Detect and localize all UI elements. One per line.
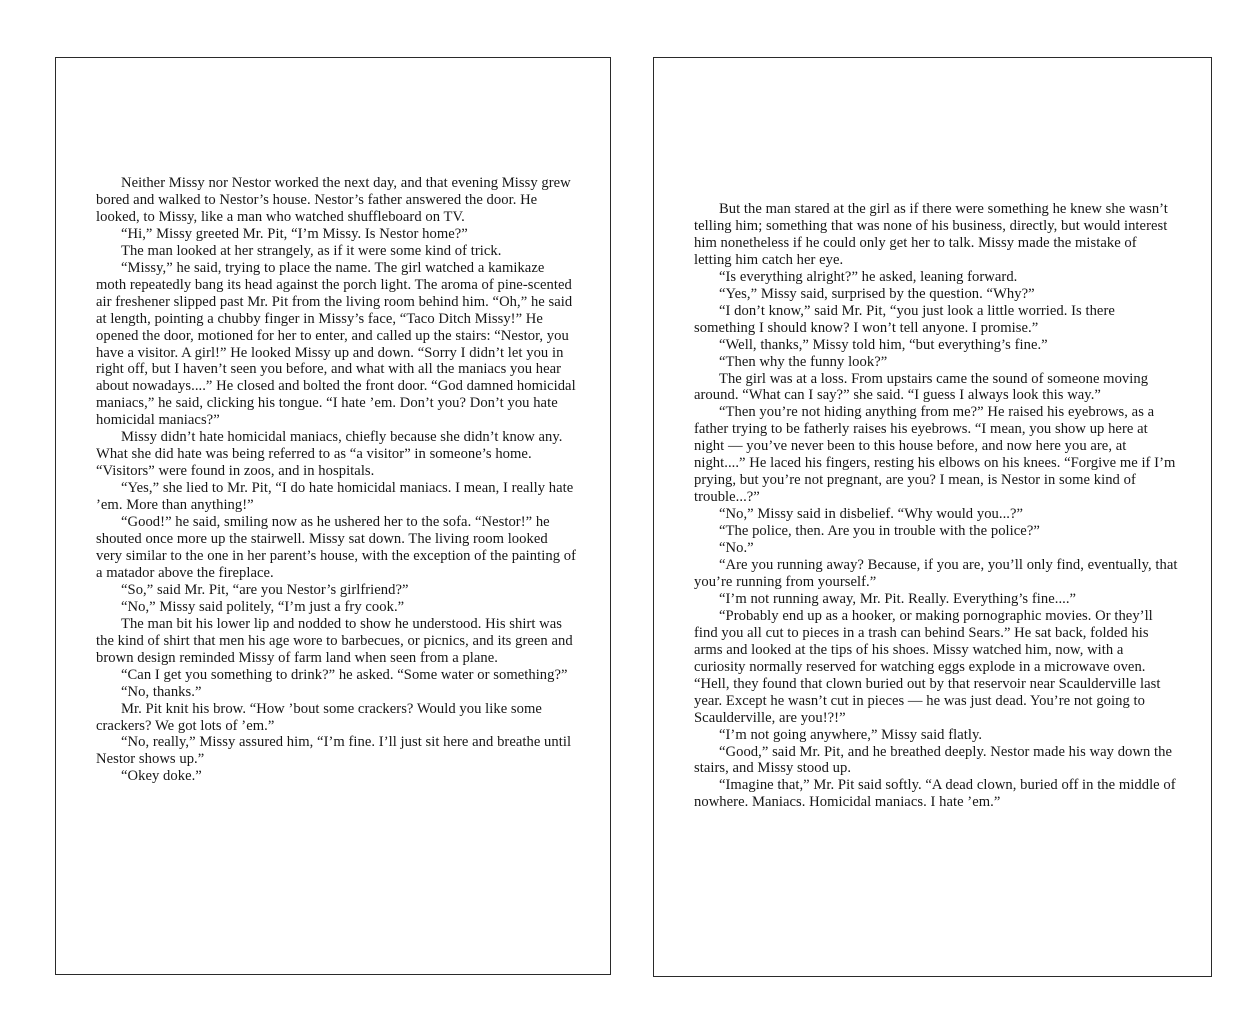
- paragraph: “I’m not running away, Mr. Pit. Really. Everything’s fine....”: [719, 590, 1077, 607]
- paragraph: “Yes,” Missy said, surprised by the question. “Why?”: [719, 285, 1035, 302]
- paragraph: “Are you running away? Because, if you are, you’ll only find, eventually, that you’re running from yourself.”: [694, 557, 1178, 590]
- right-page: [653, 57, 1212, 977]
- paragraph: “Good!” he said, smiling now as he ushered her to the sofa. “Nestor!” he shouted once more up the stairwell. Missy sat down. The living room looked very similar to the one in her parent’s house, with the exception of the painting of a matador above the fireplace.: [96, 514, 576, 581]
- paragraph: “The police, then. Are you in trouble with the police?”: [719, 523, 1040, 540]
- paragraph: “I’m not going anywhere,” Missy said flatly.: [719, 726, 983, 743]
- paragraph: “Can I get you something to drink?” he asked. “Some water or something?”: [121, 666, 568, 683]
- paragraph: “Missy,” he said, trying to place the name. The girl watched a kamikaze moth repeatedly bang its head against the porch light. The aroma of pine-scented air freshener slipped past Mr. Pit from the living room behind him. “Oh,” he said at length, pointing a chubby finger in Missy’s face, “Taco Ditch Missy!” He opened the door, motioned for her to enter, and called up the stairs: “Nestor, you have a visitor. A girl!” He looked Missy up and down. “Sorry I didn’t let you in right off, but I haven’t seen you before, and what with all the maniacs you hear about nowadays....” He closed and bolted the front door. “God damned homicidal maniacs,” he said, clicking his tongue. “I hate ’em. Don’t you? Don’t you hate homicidal maniacs?”: [96, 259, 576, 429]
- paragraph: “No,” Missy said politely, “I’m just a fry cook.”: [121, 598, 405, 615]
- paragraph: “No, really,” Missy assured him, “I’m fine. I’ll just sit here and breathe until Nestor shows up.”: [96, 734, 572, 768]
- left-page-text: [96, 175, 576, 785]
- paragraph: “No, thanks.”: [121, 683, 202, 700]
- right-page-text: [694, 201, 1178, 811]
- paragraph: “Imagine that,” Mr. Pit said softly. “A dead clown, buried off in the middle of nowhere. Maniacs. Homicidal maniacs. I hate ’em.”: [694, 777, 1176, 811]
- paragraph: “No.”: [719, 540, 754, 557]
- left-page: [55, 57, 611, 975]
- paragraph: “Hi,” Missy greeted Mr. Pit, “I’m Missy. Is Nestor home?”: [121, 225, 468, 242]
- paragraph: “So,” said Mr. Pit, “are you Nestor’s girlfriend?”: [121, 581, 409, 598]
- paragraph: The man looked at her strangely, as if it were some kind of trick.: [121, 242, 502, 259]
- paragraph: Missy didn’t hate homicidal maniacs, chiefly because she didn’t know any. What she did hate was being referred to as “a visitor” in someone’s home. “Visitors” were found in zoos, and in hospitals.: [96, 429, 563, 480]
- paragraph: “Probably end up as a hooker, or making pornographic movies. Or they’ll find you all cut to pieces in a trash can behind Sears.” He sat back, folded his arms and looked at the tips of his shoes. Missy watched him, now, with a curiosity normally reserved for watching eggs explode in a microwave oven. “Hell, they found that clown buried out by that reservoir near Scaulderville last year. Except he wasn’t cut in pieces — he was just dead. You’re not going to Scaulderville, are you!?!”: [694, 607, 1161, 726]
- paragraph: “No,” Missy said in disbelief. “Why would you...?”: [719, 506, 1024, 523]
- paragraph: The man bit his lower lip and nodded to show he understood. His shirt was the kind of shirt that men his age wore to barbecues, or picnics, and its green and brown design reminded Missy of farm land when seen from a plane.: [96, 615, 573, 666]
- paragraph: “Then you’re not hiding anything from me?” He raised his eyebrows, as a father trying to be fatherly raises his eyebrows. “I mean, you show up here at night — you’ve never been to this house before, and now here you are, at night....” He laced his fingers, resting his elbows on his knees. “Forgive me if I’m prying, but you’re not pregnant, are you? I mean, is Nestor in some kind of trouble...?”: [694, 404, 1176, 506]
- paragraph: The girl was at a loss. From upstairs came the sound of someone moving around. “What can I say?” she said. “I guess I always look this way.”: [694, 370, 1149, 404]
- paragraph: “Good,” said Mr. Pit, and he breathed deeply. Nestor made his way down the stairs, and Missy stood up.: [694, 743, 1173, 777]
- paragraph: But the man stared at the girl as if there were something he knew she wasn’t telling him; something that was none of his business, directly, but would interest him nonetheless if he could only get her to talk. Missy made the mistake of letting him catch her eye.: [694, 201, 1168, 268]
- paragraph: “Yes,” she lied to Mr. Pit, “I do hate homicidal maniacs. I mean, I really hate ’em. More than anything!”: [96, 480, 574, 514]
- paragraph: “Well, thanks,” Missy told him, “but everything’s fine.”: [719, 336, 1048, 353]
- paragraph: “I don’t know,” said Mr. Pit, “you just look a little worried. Is there something I should know? I won’t tell anyone. I promise.”: [694, 302, 1115, 336]
- paragraph: “Is everything alright?” he asked, leaning forward.: [719, 268, 1018, 285]
- paragraph: Neither Missy nor Nestor worked the next day, and that evening Missy grew bored and walked to Nestor’s house. Nestor’s father answered the door. He looked, to Missy, like a man who watched shuffleboard on TV.: [96, 175, 571, 225]
- paragraph: “Then why the funny look?”: [719, 353, 888, 370]
- paragraph: “Okey doke.”: [121, 768, 202, 785]
- paragraph: Mr. Pit knit his brow. “How ’bout some crackers? Would you like some crackers? We got lots of ’em.”: [96, 700, 542, 734]
